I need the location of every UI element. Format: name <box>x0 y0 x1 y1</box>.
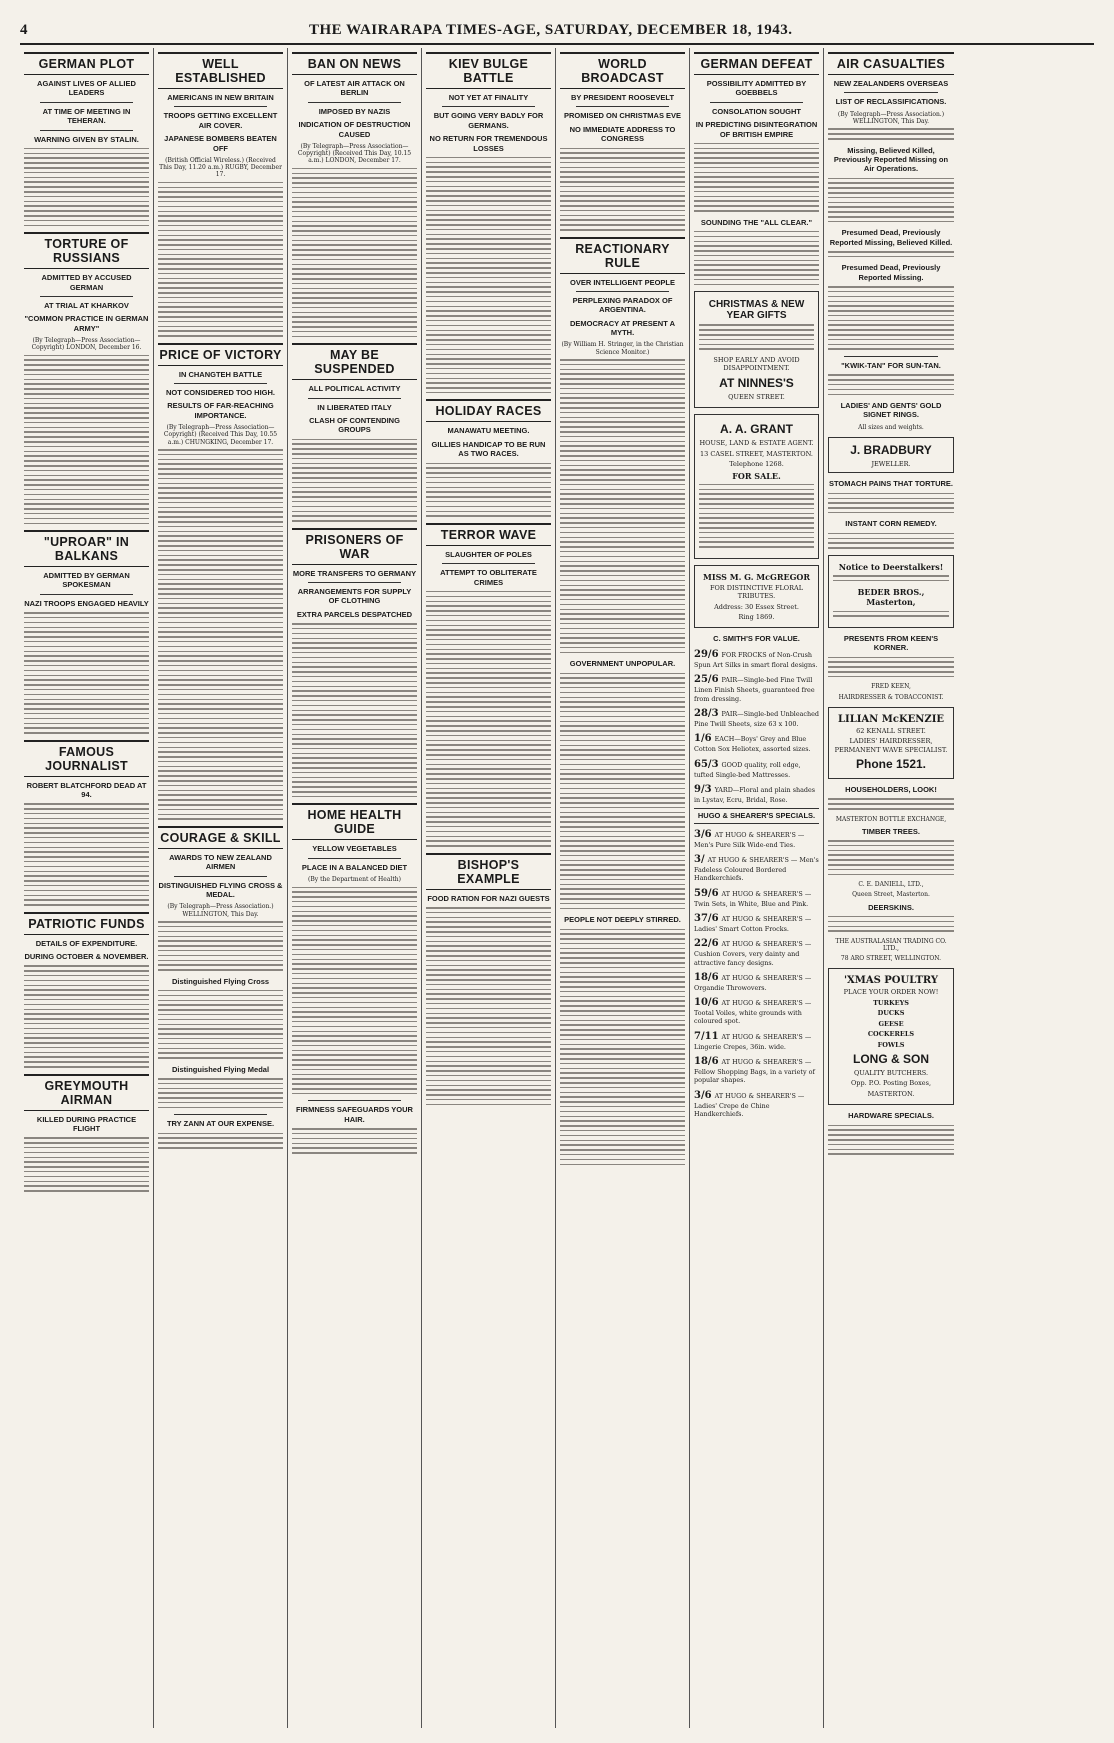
ad-hugo-shearer <box>694 808 819 1118</box>
subheadline: DISTINGUISHED FLYING CROSS & MEDAL. <box>158 880 283 900</box>
headline: HOME HEALTH GUIDE <box>292 803 417 840</box>
subheadline: LIST OF RECLASSIFICATIONS. <box>835 97 947 107</box>
dateline: (By Telegraph—Press Association—Copyright) (Received This Day, 10.15 a.m.) LONDON, December 17. <box>297 142 412 165</box>
subheadline: AT TIME OF MEETING IN TEHERAN. <box>42 106 131 126</box>
article-text <box>24 965 149 1067</box>
ad-price-row <box>694 996 819 1026</box>
ad-price: 3/ <box>694 853 705 865</box>
ad-headline: "KWIK-TAN" FOR SUN-TAN. <box>841 360 941 370</box>
ad-price: 3/6 <box>694 1089 712 1101</box>
subheadline: MORE TRANSFERS TO GERMANY <box>292 568 417 578</box>
subheadline: ROBERT BLATCHFORD DEAD AT 94. <box>26 780 147 799</box>
subheadline: NOT YET AT FINALITY <box>448 93 529 102</box>
ad-headline: 'XMAS POULTRY <box>843 975 939 987</box>
article-text <box>828 128 954 139</box>
ad-headline: TRY ZANN AT OUR EXPENSE. <box>166 1119 275 1129</box>
ad-ninnes <box>694 291 819 408</box>
article-text <box>426 157 551 394</box>
ad-text <box>158 1133 283 1149</box>
dateline: (By Telegraph—Press Association.) WELLINGTON, This Day. <box>837 110 945 125</box>
headline: COURAGE & SKILL <box>158 826 283 849</box>
ad-price: 10/6 <box>694 997 719 1009</box>
subheadline: INDICATION OF DESTRUCTION CAUSED <box>298 120 411 139</box>
article-text <box>24 612 149 733</box>
ad-grant <box>694 414 819 558</box>
divider <box>308 858 401 859</box>
ad-phone: Ring 1869. <box>738 613 775 622</box>
headline: BISHOP'S EXAMPLE <box>426 853 551 890</box>
article-text <box>292 887 417 1095</box>
ad-price-row <box>694 912 819 933</box>
ad-text: HAIRDRESSER & TOBACCONIST. <box>838 693 944 701</box>
ad-price: 37/6 <box>694 912 719 924</box>
headline: AIR CASUALTIES <box>828 52 954 75</box>
subheadline: FOOD RATION FOR NAZI GUESTS <box>427 893 550 903</box>
ad-price-description: AT HUGO & SHEARER'S — Men's Fadeless Coloured Bordered Handkerchiefs. <box>694 855 819 883</box>
article-text <box>24 148 149 226</box>
divider <box>308 1100 401 1101</box>
ad-price-description: AT HUGO & SHEARER'S — Cushion Covers, very dainty and attractive fancy designs. <box>694 940 812 967</box>
subheadline: Distinguished Flying Cross <box>171 976 270 986</box>
ad-address: QUEEN STREET. <box>728 392 785 401</box>
subheadline: IN LIBERATED ITALY <box>317 402 392 412</box>
divider <box>576 291 669 292</box>
article-text <box>828 178 954 223</box>
ad-price-description: AT HUGO & SHEARER'S — Ladies' Crepe de Chine Handkerchiefs. <box>694 1091 805 1119</box>
ad-price-description: AT HUGO & SHEARER'S — Lingerie Crepes, 36in. wide. <box>694 1032 812 1051</box>
article-text <box>292 623 417 797</box>
ad-headline: PRESENTS FROM KEEN'S KORNER. <box>843 633 939 653</box>
subheadline: AT TRIAL AT KHARKOV <box>44 300 129 310</box>
ad-shop-name: THE AUSTRALASIAN TRADING CO. LTD., <box>835 937 947 952</box>
ad-headline: DEERSKINS. <box>868 902 914 912</box>
column-3 <box>288 48 422 1728</box>
divider <box>576 106 669 107</box>
ad-headline: HUGO & SHEARER'S SPECIALS. <box>694 808 819 823</box>
subheadline: CLASH OF CONTENDING GROUPS <box>309 415 400 435</box>
headline: TERROR WAVE <box>426 523 551 546</box>
divider <box>844 356 938 357</box>
headline: MAY BE SUSPENDED <box>292 343 417 380</box>
ad-text <box>828 493 954 514</box>
subheadline: TROOPS GETTING EXCELLENT AIR COVER. <box>163 111 278 130</box>
subheadline: PEOPLE NOT DEEPLY STIRRED. <box>564 915 681 925</box>
ad-price: 18/6 <box>694 1056 719 1068</box>
ad-text <box>828 840 954 875</box>
headline: GREYMOUTH AIRMAN <box>24 1074 149 1111</box>
masthead <box>20 22 1094 45</box>
ad-text: LADIES' HAIRDRESSER, PERMANENT WAVE SPECIALIST. <box>834 737 948 754</box>
subheadline: ARRANGEMENTS FOR SUPPLY OF CLOTHING <box>297 587 412 606</box>
subheadline: NEW ZEALANDERS OVERSEAS <box>833 79 949 88</box>
ad-text <box>833 611 949 617</box>
ad-shop-name: C. E. DANIELL, LTD., <box>858 881 924 889</box>
ad-item: COCKERELS <box>867 1030 915 1039</box>
ad-headline: INSTANT CORN REMEDY. <box>845 519 937 529</box>
ad-headline: CHRISTMAS & NEW YEAR GIFTS <box>708 299 805 322</box>
column-5 <box>556 48 690 1728</box>
ad-price: 29/6 <box>694 648 719 660</box>
subheadline: IN PREDICTING DISINTEGRATION OF BRITISH EMPIRE <box>695 120 818 139</box>
ad-price-description: EACH—Boys' Grey and Blue Cotton Sox Heliotex, assorted sizes. <box>694 735 811 754</box>
ad-text <box>833 575 949 581</box>
ad-price-description: AT HUGO & SHEARER'S — Ladies' Smart Cotton Frocks. <box>694 914 812 933</box>
ad-item: DUCKS <box>877 1009 905 1018</box>
ad-text: FOR DISTINCTIVE FLORAL TRIBUTES. <box>709 583 804 601</box>
ad-shop-name: J. BRADBURY <box>850 442 932 457</box>
column-7 <box>824 48 958 1728</box>
ad-text: SHOP EARLY AND AVOID DISAPPOINTMENT. <box>713 355 800 373</box>
ad-price-list <box>694 648 819 804</box>
ad-address: 13 CASEL STREET, MASTERTON. <box>700 449 813 458</box>
article-text <box>426 907 551 1105</box>
column-2 <box>154 48 288 1728</box>
divider <box>40 130 133 131</box>
headline: REACTIONARY RULE <box>560 237 685 274</box>
ad-shop-name: BEDER BROS., Masterton, <box>857 587 925 608</box>
subheadline: DETAILS OF EXPENDITURE. <box>35 938 138 948</box>
ad-price-row <box>694 971 819 992</box>
article-text <box>158 182 283 337</box>
article-text <box>560 673 685 910</box>
ad-price-row <box>694 1089 819 1119</box>
subheadline: IMPOSED BY NAZIS <box>318 106 391 116</box>
headline: FAMOUS JOURNALIST <box>24 740 149 777</box>
ad-mcgregor <box>694 565 819 629</box>
article-text <box>158 990 283 1059</box>
ad-headline: HARDWARE SPECIALS. <box>848 1111 934 1121</box>
ad-price-description: AT HUGO & SHEARER'S — Tootal Voiles, white grounds with coloured spot. <box>694 999 812 1026</box>
ad-price-row <box>694 1030 819 1051</box>
ad-address: MASTERTON. <box>867 1089 915 1098</box>
divider <box>710 102 803 103</box>
dateline: (British Official Wireless.) (Received This Day, 11.20 a.m.) RUGBY, December 17. <box>159 156 282 179</box>
ad-address: Opp. P.O. Posting Boxes, <box>850 1079 932 1088</box>
ad-phone: Telephone 1268. <box>729 460 784 469</box>
subheadline: Presumed Dead, Previously Reported Missing, Believed Killed. <box>829 228 953 247</box>
ad-price: 25/6 <box>694 674 719 686</box>
ad-price-description: GOOD quality, roll edge, tufted Single-bed Mattresses. <box>694 760 801 779</box>
ad-shop-name: LILIAN McKENZIE <box>837 713 944 725</box>
ad-address: Address: 30 Essex Street. <box>714 602 799 611</box>
subheadline: "COMMON PRACTICE IN GERMAN ARMY" <box>24 314 149 333</box>
ad-text <box>828 916 954 932</box>
ad-price-description: PAIR—Single-bed Fine Twill Linen Finish Sheets, guaranteed free from dressing. <box>694 676 815 703</box>
ad-text: HOUSE, LAND & ESTATE AGENT. <box>699 439 814 448</box>
subheadline: NO RETURN FOR TREMENDOUS LOSSES <box>429 134 548 153</box>
divider <box>442 563 535 564</box>
subheadline: RESULTS OF FAR-REACHING IMPORTANCE. <box>167 401 274 420</box>
ad-text: QUALITY BUTCHERS. <box>853 1068 929 1077</box>
ad-deerstalkers <box>828 555 954 628</box>
ad-item-list <box>833 999 949 1049</box>
article-text <box>158 921 283 970</box>
subheadline: NOT CONSIDERED TOO HIGH. <box>165 388 276 398</box>
dateline: (By the Department of Health) <box>308 876 401 884</box>
column-1 <box>20 48 154 1728</box>
subheadline: DURING OCTOBER & NOVEMBER. <box>24 951 149 961</box>
dateline: (By Telegraph—Press Association—Copyright) LONDON, December 16. <box>31 337 142 352</box>
divider <box>308 398 401 399</box>
ad-price: 59/6 <box>694 887 719 899</box>
ad-price-description: PAIR—Single-bed Unbleached Pine Twill Sheets, size 63 x 100. <box>694 709 819 728</box>
divider <box>308 102 401 103</box>
subheadline: GILLIES HANDICAP TO BE RUN AS TWO RACES. <box>431 439 546 459</box>
byline: (By William H. Stringer, in the Christian Science Monitor.) <box>561 341 684 356</box>
dateline: (By Telegraph—Press Association—Copyright) (Received This Day, 10.55 a.m.) CHUNGKING, December 17. <box>163 424 278 446</box>
ad-mckenzie <box>828 707 954 779</box>
article-text <box>158 449 283 820</box>
subheadline: BUT GOING VERY BADLY FOR GERMANS. <box>433 111 544 130</box>
headline: WORLD BROADCAST <box>560 52 685 89</box>
article-text <box>158 1078 283 1108</box>
ad-shop-name: FRED KEEN, <box>871 683 911 691</box>
ad-price: 7/11 <box>694 1030 719 1042</box>
subheadline: MANAWATU MEETING. <box>447 426 530 436</box>
article-text <box>694 143 819 212</box>
divider <box>40 102 133 103</box>
ad-item: TURKEYS <box>873 998 909 1007</box>
subheadline: JAPANESE BOMBERS BEATEN OFF <box>164 134 277 153</box>
ad-text: All sizes and weights. <box>858 423 924 431</box>
ad-text <box>828 657 954 678</box>
ad-price-row <box>694 707 819 728</box>
article-text <box>292 168 417 337</box>
ad-price-row <box>694 648 819 669</box>
ad-price-row <box>694 1055 819 1085</box>
ad-text <box>292 1128 417 1153</box>
ad-price: 22/6 <box>694 938 719 950</box>
subheadline: ALL POLITICAL ACTIVITY <box>308 384 401 394</box>
headline: GERMAN PLOT <box>24 52 149 75</box>
subheadline: ADMITTED BY ACCUSED GERMAN <box>41 273 132 292</box>
ad-headline: C. SMITH'S FOR VALUE. <box>713 634 800 644</box>
ad-price: 9/3 <box>694 783 712 795</box>
ad-bradbury <box>828 437 954 473</box>
subheadline: PLACE IN A BALANCED DIET <box>301 862 408 872</box>
ad-price-row <box>694 783 819 804</box>
ad-price: 1/6 <box>694 733 712 745</box>
subheadline: SLAUGHTER OF POLES <box>445 549 532 559</box>
subheadline: GOVERNMENT UNPOPULAR. <box>569 659 676 669</box>
subheadline: Distinguished Flying Medal <box>171 1064 270 1074</box>
ad-text: PLACE YOUR ORDER NOW! <box>843 988 939 997</box>
ad-text <box>828 374 954 395</box>
ad-text <box>699 324 814 349</box>
dateline: (By Telegraph—Press Association.) WELLINGTON, This Day. <box>167 903 274 918</box>
ad-headline: FIRMNESS SAFEGUARDS YOUR HAIR. <box>296 1105 413 1124</box>
divider <box>174 876 267 877</box>
subheadline: Presumed Dead, Previously Reported Missing. <box>841 263 941 282</box>
ad-address: 62 KENALL STREET. <box>856 726 926 735</box>
article-text <box>292 439 417 522</box>
subheadline: PERPLEXING PARADOX OF ARGENTINA. <box>572 295 673 315</box>
subheadline: AGAINST LIVES OF ALLIED LEADERS <box>37 79 136 98</box>
ad-price-row <box>694 887 819 908</box>
subheadline: Missing, Believed Killed, Previously Reported Missing on Air Operations. <box>833 145 949 174</box>
ad-headline: STOMACH PAINS THAT TORTURE. <box>828 479 954 489</box>
subheadline: KILLED DURING PRACTICE FLIGHT <box>36 1114 137 1133</box>
ad-text <box>828 533 954 549</box>
ad-price-row <box>694 828 819 849</box>
ad-smith <box>694 634 819 804</box>
headline: "UPROAR" IN BALKANS <box>24 530 149 567</box>
ad-headline: HOUSEHOLDERS, LOOK! <box>845 785 937 795</box>
ad-price: 18/6 <box>694 971 719 983</box>
ad-price-description: YARD—Floral and plain shades in Lystav, Ecru, Bridal, Rose. <box>694 785 816 804</box>
article-text <box>426 591 551 847</box>
subheadline: NAZI TROOPS ENGAGED HEAVILY <box>24 598 149 608</box>
ad-headline: Notice to Deerstalkers! <box>838 561 944 572</box>
ad-price: 3/6 <box>694 828 712 840</box>
subheadline: NO IMMEDIATE ADDRESS TO CONGRESS <box>569 124 676 144</box>
article-text <box>24 803 149 905</box>
subheadline: DEMOCRACY AT PRESENT A MYTH. <box>569 318 675 338</box>
page-columns <box>20 48 1094 1728</box>
ad-long-son <box>828 968 954 1105</box>
subheadline: BY PRESIDENT ROOSEVELT <box>570 93 675 102</box>
ad-text: FOR SALE. <box>732 470 781 481</box>
ad-text <box>828 798 954 809</box>
ad-price-row <box>694 853 819 883</box>
ad-price-row <box>694 732 819 753</box>
article-text <box>24 1137 149 1191</box>
ad-shop-name: A. A. GRANT <box>720 422 793 437</box>
ad-price-row <box>694 758 819 779</box>
subheadline: ATTEMPT TO OBLITERATE CRIMES <box>440 568 537 587</box>
divider <box>174 106 267 107</box>
article-text <box>828 251 954 257</box>
headline: PRISONERS OF WAR <box>292 528 417 565</box>
newspaper-title: THE WAIRARAPA TIMES-AGE, SATURDAY, DECEMBER 18, 1943. <box>308 22 793 38</box>
ad-price-list <box>694 828 819 1119</box>
subheadline: YELLOW VEGETABLES <box>312 844 397 854</box>
article-text <box>426 463 551 517</box>
subheadline: SOUNDING THE "ALL CLEAR." <box>700 217 813 227</box>
ad-address: 78 ARO STREET, WELLINGTON. <box>840 955 942 963</box>
headline: PATRIOTIC FUNDS <box>24 912 149 935</box>
divider <box>40 594 133 595</box>
subheadline: ADMITTED BY GERMAN SPOKESMAN <box>43 571 130 590</box>
ad-text: JEWELLER. <box>871 459 911 468</box>
subheadline: WARNING GIVEN BY STALIN. <box>34 134 139 144</box>
subheadline: IN CHANGTEH BATTLE <box>178 369 263 379</box>
ad-headline: TIMBER TREES. <box>862 826 920 836</box>
ad-phone: Phone 1521. <box>855 757 927 772</box>
headline: KIEV BULGE BATTLE <box>426 52 551 89</box>
divider <box>40 296 133 297</box>
ad-shop-name: MISS M. G. McGREGOR <box>702 571 811 582</box>
ad-text: LADIES' AND GENTS' GOLD SIGNET RINGS. <box>840 401 942 420</box>
subheadline: EXTRA PARCELS DESPATCHED <box>296 609 413 619</box>
headline: GERMAN DEFEAT <box>694 52 819 75</box>
article-text <box>560 359 685 653</box>
column-6 <box>690 48 824 1728</box>
ad-shop-name: MASTERTON BOTTLE EXCHANGE, <box>835 815 947 823</box>
subheadline: AMERICANS IN NEW BRITAIN <box>167 93 274 102</box>
ad-shop-name: AT NINNES'S <box>719 375 794 390</box>
headline: PRICE OF VICTORY <box>158 343 283 366</box>
ad-price-description: AT HUGO & SHEARER'S — Men's Pure Silk Wide-end Ties. <box>694 830 805 849</box>
subheadline: OVER INTELLIGENT PEOPLE <box>569 277 675 287</box>
divider <box>308 582 401 583</box>
subheadline: PROMISED ON CHRISTMAS EVE <box>563 111 682 121</box>
ad-address: Queen Street, Masterton. <box>852 891 930 899</box>
subheadline: AWARDS TO NEW ZEALAND AIRMEN <box>169 852 272 872</box>
ad-price-row <box>694 673 819 703</box>
divider <box>174 1114 267 1115</box>
article-text <box>828 286 954 350</box>
article-text <box>24 355 149 524</box>
ad-shop-name: LONG & SON <box>852 1051 929 1066</box>
ad-text <box>828 1125 954 1155</box>
ad-price-description: AT HUGO & SHEARER'S — Twin Sets, in White, Blue and Pink. <box>694 889 812 908</box>
ad-price-row <box>694 937 819 967</box>
divider <box>442 106 535 107</box>
headline: BAN ON NEWS <box>292 52 417 75</box>
ad-price-description: FOR FROCKS of Non-Crush Spun Art Silks in smart floral designs. <box>694 650 818 669</box>
ad-text <box>699 484 814 548</box>
headline: HOLIDAY RACES <box>426 399 551 422</box>
headline: TORTURE OF RUSSIANS <box>24 232 149 269</box>
article-text <box>694 231 819 285</box>
ad-price: 65/3 <box>694 758 719 770</box>
ad-item: FOWLS <box>877 1040 905 1049</box>
ad-item: GEESE <box>878 1019 904 1028</box>
subheadline: CONSOLATION SOUGHT <box>711 106 802 116</box>
article-text <box>560 929 685 1166</box>
ad-price: 28/3 <box>694 707 719 719</box>
ad-price-description: AT HUGO & SHEARER'S — Organdie Throwovers. <box>694 973 812 992</box>
divider <box>174 383 267 384</box>
subheadline: POSSIBILITY ADMITTED BY GOEBBELS <box>706 79 807 98</box>
divider <box>844 92 938 93</box>
article-text <box>560 148 685 231</box>
headline: WELL ESTABLISHED <box>158 52 283 89</box>
ad-price-description: AT HUGO & SHEARER'S — Fellow Shopping Bags, in a variety of popular shapes. <box>694 1058 815 1085</box>
page-number: 4 <box>20 22 28 38</box>
subheadline: OF LATEST AIR ATTACK ON BERLIN <box>304 79 405 98</box>
column-4 <box>422 48 556 1728</box>
